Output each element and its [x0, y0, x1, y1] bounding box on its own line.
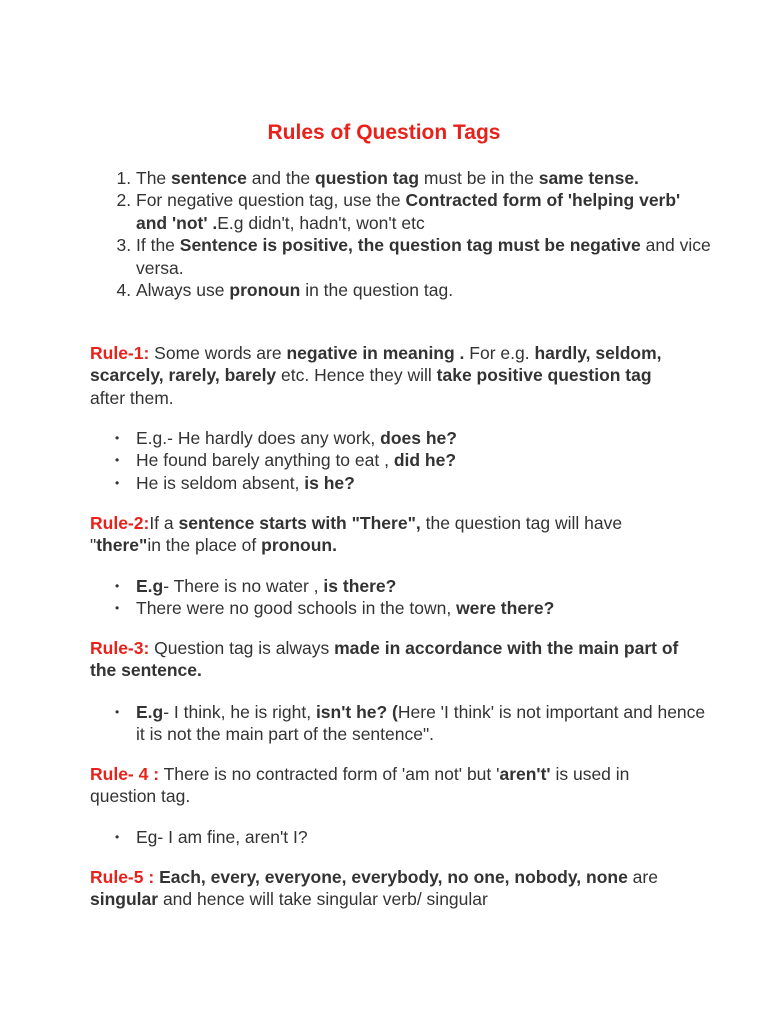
bold-text: hardly, seldom, scarcely, rarely, barely: [90, 343, 662, 386]
rule-5-label: Rule-5 :: [90, 867, 155, 887]
list-item: [136, 472, 716, 494]
bold-text: does he?: [380, 428, 457, 448]
rule-3-examples: [108, 701, 716, 746]
text-run: must be in the: [419, 168, 539, 188]
bold-text: E.g: [136, 576, 164, 596]
text-run: is used in question tag.: [90, 764, 630, 807]
page-title: Rules of Question Tags: [267, 121, 501, 144]
bold-text: Each, every, everyone, everybody, no one, nobody, none: [159, 867, 628, 887]
text-run: and vice versa.: [136, 235, 711, 278]
bold-text: is there?: [323, 576, 397, 596]
bold-text: Contracted form of 'helping verb' and 'not' .: [136, 190, 681, 233]
text-run: E.g.- He hardly does any work,: [136, 428, 381, 448]
bold-text: same tense.: [538, 168, 639, 188]
text-run: Here 'I think' is not important and hence it is not the main part of the sentence".: [136, 702, 706, 745]
text-run: the question tag will have ": [90, 513, 623, 556]
rule-2-label: Rule-2:: [90, 513, 150, 533]
rule-3-paragraph: [90, 637, 690, 682]
rule-2-examples: [108, 575, 716, 620]
bold-text: negative in meaning .: [286, 343, 465, 363]
text-run: and the: [246, 168, 316, 188]
rule-4-paragraph: [90, 763, 690, 808]
text-run: There is no contracted form of 'am not' but ': [159, 764, 500, 784]
rule-1-examples: [108, 427, 716, 494]
bold-text: Sentence is positive, the question tag must be negative: [179, 235, 641, 256]
text-run: If the: [136, 235, 180, 256]
list-item: [136, 279, 716, 301]
list-item: [136, 826, 716, 848]
bold-text: pronoun.: [261, 535, 337, 556]
bold-text: pronoun: [229, 280, 301, 301]
bold-text: made in accordance with the main part of the sentence.: [90, 638, 679, 681]
bold-text: sentence: [171, 168, 247, 188]
text-run: He is seldom absent,: [136, 472, 305, 493]
list-item: [136, 189, 716, 234]
text-run: For negative question tag, use the: [136, 190, 406, 211]
bold-text: E.g: [136, 702, 164, 722]
text-run: are: [627, 867, 658, 887]
text-run: For e.g.: [464, 343, 535, 363]
text-run: Always use: [136, 280, 230, 301]
text-run: There were no good schools in the town,: [136, 598, 457, 619]
bold-text: singular: [90, 889, 159, 910]
bold-text: question tag: [315, 168, 420, 188]
rule-3-text: [90, 638, 678, 680]
rule-4-label: Rule- 4 :: [90, 764, 160, 784]
list-item: [136, 167, 716, 189]
text-run: etc. Hence they will: [276, 365, 437, 386]
text-run: E.g didn't, hadn't, won't etc: [217, 212, 425, 233]
rule-4-examples: [108, 826, 716, 848]
bold-text: did he?: [393, 450, 457, 471]
text-run: He found barely anything to eat ,: [136, 450, 394, 471]
text-run: in the question tag.: [300, 280, 454, 301]
bold-text: take positive question tag: [436, 365, 652, 386]
rule-2-paragraph: [90, 512, 690, 557]
list-item: [136, 234, 716, 279]
rule-2-text: [90, 513, 622, 555]
rule-1-text: [90, 343, 662, 408]
rule-4-text: [90, 764, 629, 806]
text-run: Eg- I am fine, aren't I?: [136, 827, 308, 847]
bold-text: is he?: [304, 472, 355, 493]
text-run: The: [136, 168, 172, 188]
list-item: [136, 701, 716, 746]
rule-1-paragraph: [90, 342, 690, 409]
rule-5-paragraph: [90, 866, 690, 911]
text-run: - I think, he is right,: [163, 702, 316, 722]
rule-3-label: Rule-3:: [90, 638, 150, 658]
text-run: and hence will take singular verb/ singular: [158, 889, 488, 910]
text-run: - There is no water ,: [163, 576, 324, 596]
bold-text: were there?: [456, 598, 555, 619]
list-item: [136, 575, 716, 597]
numbered-rules-list: [108, 167, 716, 301]
text-run: If a: [149, 513, 179, 533]
text-run: after them.: [90, 387, 174, 408]
rule-1-label: Rule-1:: [90, 343, 150, 363]
text-run: in the place of: [147, 535, 262, 556]
bold-text: aren't': [499, 764, 551, 784]
text-run: Some words are: [149, 343, 287, 363]
bold-text: isn't he? (: [315, 702, 398, 722]
list-item: [136, 449, 716, 471]
text-run: Question tag is always: [149, 638, 335, 658]
list-item: [136, 427, 716, 449]
bold-text: there": [96, 535, 148, 556]
bold-text: sentence starts with "There",: [178, 513, 421, 533]
list-item: [136, 597, 716, 619]
rule-5-text: [90, 867, 658, 909]
